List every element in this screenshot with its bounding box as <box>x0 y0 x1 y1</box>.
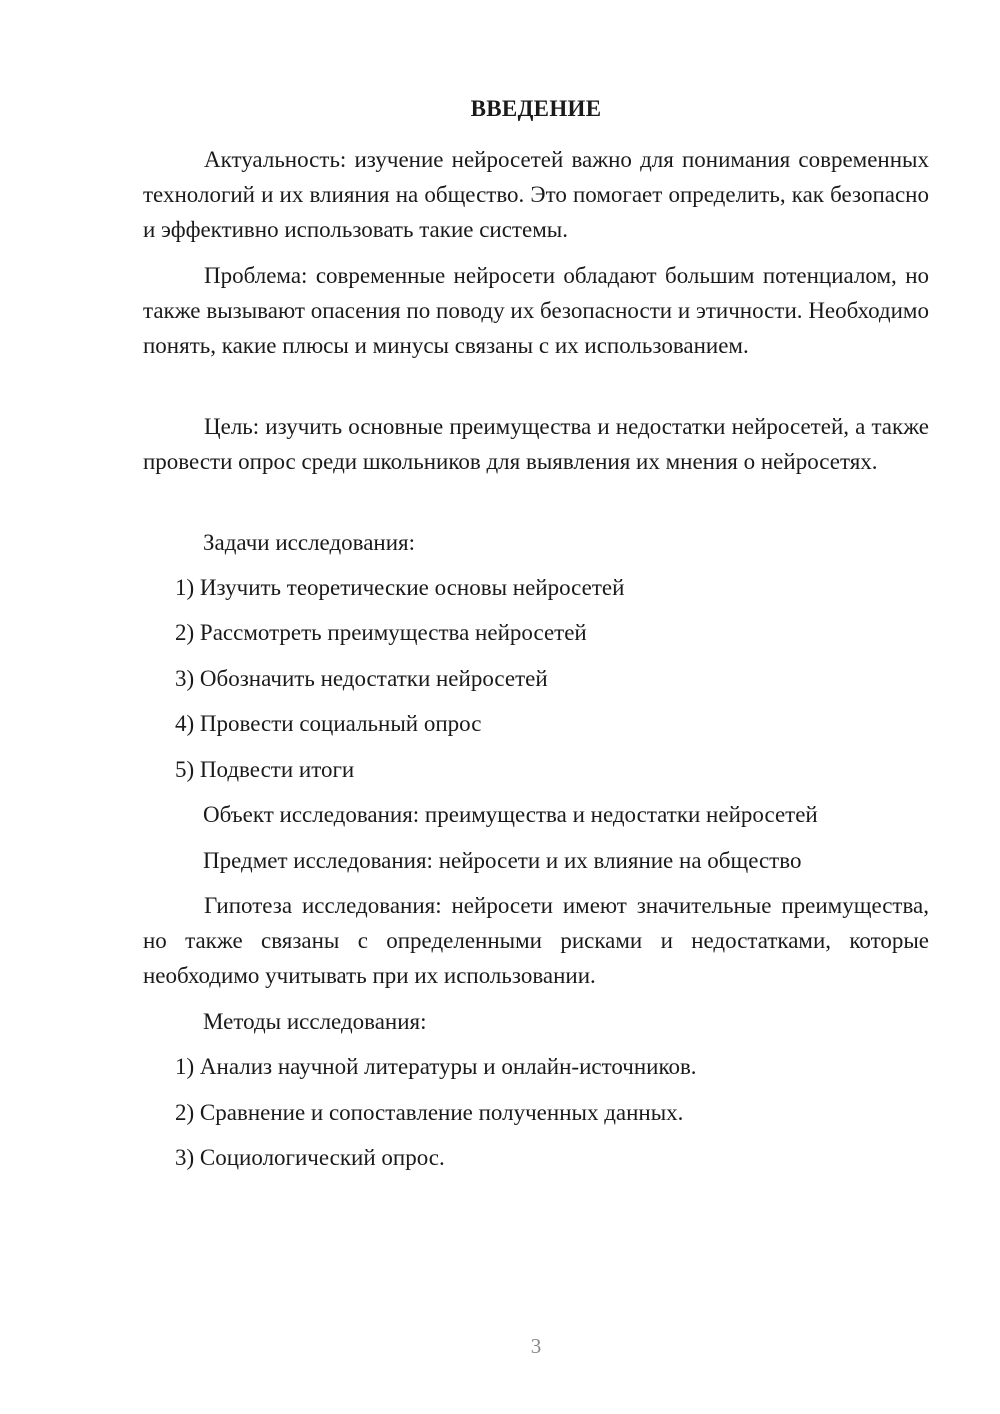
task-item-4: 4) Провести социальный опрос <box>175 711 482 736</box>
task-item-5: 5) Подвести итоги <box>175 757 355 782</box>
task-item-1: 1) Изучить теоретические основы нейросетей <box>175 575 625 600</box>
method-item-3: 3) Социологический опрос. <box>175 1145 445 1170</box>
method-item-2: 2) Сравнение и сопоставление полученных данных. <box>175 1100 684 1125</box>
relevance-paragraph: Актуальность: изучение нейросетей важно для понимания современных технологий и их влияния на общество. Это помогает определить, как безопасно и эффективно использовать такие системы. <box>143 147 929 242</box>
method-item-1: 1) Анализ научной литературы и онлайн-источников. <box>175 1054 697 1079</box>
hypothesis-paragraph: Гипотеза исследования: нейросети имеют значительные преимущества, но также связаны с определенными рисками и недостатками, которые необходимо учитывать при их использовании. <box>143 893 929 988</box>
task-item-3: 3) Обозначить недостатки нейросетей <box>175 666 548 691</box>
methods-heading: Методы исследования: <box>203 1009 427 1034</box>
research-object: Объект исследования: преимущества и недостатки нейросетей <box>203 802 818 827</box>
problem-paragraph: Проблема: современные нейросети обладают большим потенциалом, но также вызывают опасения по поводу их безопасности и этичности. Необходимо понять, какие плюсы и минусы связаны с их использованием. <box>143 263 929 358</box>
goal-paragraph: Цель: изучить основные преимущества и недостатки нейросетей, а также провести опрос среди школьников для выявления их мнения о нейросетях. <box>143 414 929 474</box>
page-number: 3 <box>530 1334 542 1358</box>
tasks-heading: Задачи исследования: <box>203 530 416 555</box>
task-item-2: 2) Рассмотреть преимущества нейросетей <box>175 620 587 645</box>
research-subject: Предмет исследования: нейросети и их влияние на общество <box>203 848 802 873</box>
page-title: ВВЕДЕНИЕ <box>470 96 602 121</box>
